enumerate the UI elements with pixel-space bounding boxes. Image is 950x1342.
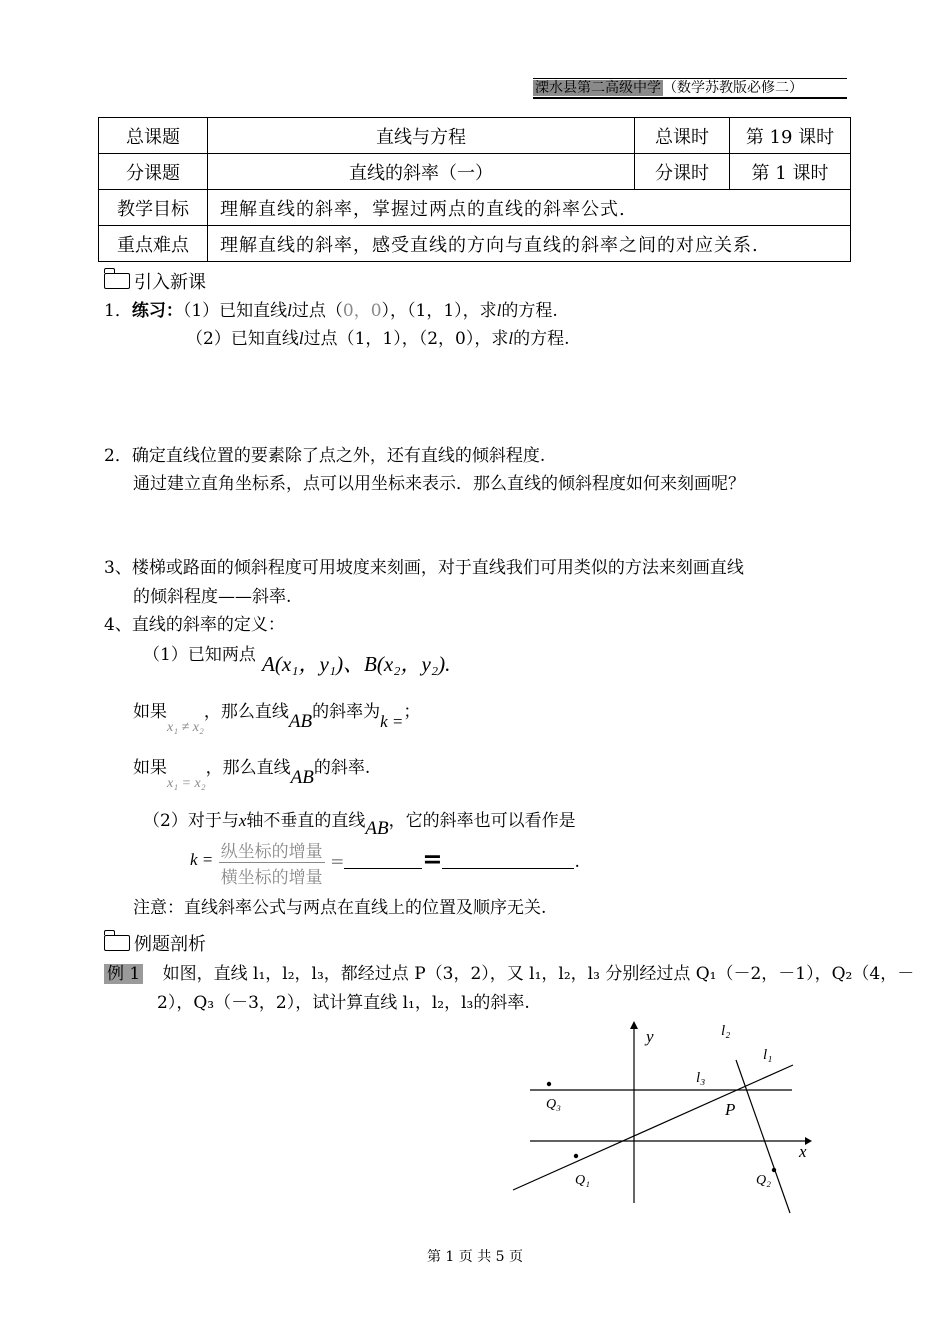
folder-icon xyxy=(104,935,130,951)
q1-p2-ask: ），求 xyxy=(465,329,509,349)
q1-p2-l-var2: l xyxy=(508,329,514,348)
q1-l-var: l xyxy=(287,301,292,320)
q4-then2: ，那么直线 xyxy=(205,758,291,778)
edition-label: （数学苏教版必修二） xyxy=(663,80,803,96)
q1-p1-end: 的方程. xyxy=(501,301,558,321)
q1-line1 xyxy=(104,296,558,321)
y-axis-arrow xyxy=(630,1021,638,1029)
q4-p2-perp: 轴不垂直的直线 xyxy=(246,811,366,831)
q1-p2-sep: ），（ xyxy=(393,329,428,349)
label-l3: l₃ xyxy=(696,1070,706,1086)
cell-sub-topic: 直线的斜率（一） xyxy=(208,154,635,190)
page-footer: 第 1 页 共 5 页 xyxy=(426,1249,524,1265)
q2-line2: 通过建立直角坐标系，点可以用坐标来表示．那么直线的倾斜程度如何来刻画呢？ xyxy=(133,474,745,494)
label-P: P xyxy=(725,1100,736,1119)
q1-p1-sep: ），（ xyxy=(381,301,416,321)
cell-key-points: 理解直线的斜率，感受直线的方向与直线的斜率之间的对应关系. xyxy=(208,226,851,262)
q4-cond-neq: x₁ ≠ x₂ xyxy=(167,720,204,735)
q4-line1: 4、直线的斜率的定义： xyxy=(104,615,285,635)
q1-number: 1． xyxy=(104,301,132,321)
q4-denominator: 横坐标的增量 xyxy=(220,868,323,888)
q1-p1-text: （1）已知直线 xyxy=(182,301,288,321)
q3-line1: 3、楼梯或路面的倾斜程度可用坡度来刻画，对于直线我们可用类似的方法来刻画直线 xyxy=(104,558,744,578)
q1-p2-point2: 2，0 xyxy=(427,329,466,349)
point-Q1 xyxy=(574,1154,578,1158)
q4-eq-sign-2: = xyxy=(422,844,443,873)
page-header xyxy=(533,78,847,99)
q4-points-AB: A(x₁，y₁)、B(x₂，y₂). xyxy=(262,652,451,676)
label-l2: l₂ xyxy=(721,1023,731,1039)
q4-p2-text: （2）对于与 xyxy=(143,811,239,831)
q1-p1-point1: 0，0 xyxy=(342,301,382,321)
cell-total-period: 第 19 课时 xyxy=(730,118,851,154)
section-intro-title: 引入新课 xyxy=(134,272,206,293)
example1-line1 xyxy=(104,959,914,984)
q3-line2: 的倾斜程度——斜率. xyxy=(133,587,292,607)
section-intro xyxy=(104,268,206,294)
cell-label-sub-period: 分课时 xyxy=(635,154,730,190)
q1-p2-point1: 1，1 xyxy=(354,329,394,349)
cell-objective: 理解直线的斜率，掌握过两点的直线的斜率公式. xyxy=(208,190,851,226)
section-examples-title: 例题剖析 xyxy=(134,934,206,955)
label-Q2: Q₂ xyxy=(756,1173,771,1188)
label-x: x xyxy=(799,1142,807,1161)
cell-total-topic: 直线与方程 xyxy=(208,118,635,154)
q1-line2 xyxy=(186,324,569,349)
folder-icon xyxy=(104,273,130,289)
q1-l-var2: l xyxy=(496,301,502,320)
q4-eq-sign: = xyxy=(330,852,345,872)
q4-if2: 如果 xyxy=(133,758,167,778)
q4-slope1: 的斜率为 xyxy=(312,702,381,722)
q4-cond-eq: x₁ = x₂ xyxy=(167,776,206,791)
coordinate-figure xyxy=(505,1015,815,1215)
point-Q2 xyxy=(772,1168,776,1172)
q4-formula-k: k = xyxy=(190,850,214,869)
example1-line2: 2），Q₃（－3，2），试计算直线 l₁，l₂，l₃的斜率. xyxy=(157,993,530,1013)
q4-formula xyxy=(190,837,580,888)
school-name: 溧水县第二高级中学 xyxy=(535,80,661,96)
q1-p2-l-var: l xyxy=(298,329,304,348)
q4-k-eq: k = xyxy=(380,712,404,731)
cell-label-objective: 教学目标 xyxy=(99,190,208,226)
q1-p2-text: （2）已知直线 xyxy=(186,329,299,349)
q1-p2-pass: 过点（ xyxy=(303,329,355,349)
q4-p2-end: ，它的斜率也可以看作是 xyxy=(388,811,576,831)
q1-p1-pass: 过点（ xyxy=(291,301,343,321)
q4-if2-line xyxy=(133,753,371,791)
q4-slope2: 的斜率. xyxy=(313,758,371,778)
section-examples xyxy=(104,930,206,956)
q4-dot: . xyxy=(574,852,580,872)
q4-blank-1 xyxy=(344,852,422,869)
cell-label-total-topic: 总课题 xyxy=(99,118,208,154)
q4-if1: 如果 xyxy=(133,702,167,722)
q4-p2-line xyxy=(143,806,576,839)
q4-semicolon: ； xyxy=(403,702,421,722)
cell-label-key-points: 重点难点 xyxy=(99,226,208,262)
line-l1 xyxy=(513,1065,793,1190)
label-Q3: Q₃ xyxy=(546,1097,561,1112)
q2-line1: 2．确定直线位置的要素除了点之外，还有直线的倾斜程度. xyxy=(104,446,546,466)
q1-p2-end: 的方程. xyxy=(513,329,570,349)
q4-AB-3: AB xyxy=(365,818,389,839)
example1-text1: 如图，直线 l₁，l₂，l₃，都经过点 P（3，2），又 l₁，l₂，l₃ 分别经过点 Q₁（－2，－1），Q₂（4，－ xyxy=(162,964,915,984)
q4-blank-2 xyxy=(442,852,574,869)
q4-x-axis-var: x xyxy=(238,811,247,830)
line-l2 xyxy=(736,1060,790,1213)
q4-fraction xyxy=(219,837,325,888)
q4-p1-text: （1）已知两点 xyxy=(143,645,256,665)
q1-p1-ask: ），求 xyxy=(454,301,497,321)
q4-numerator: 纵坐标的增量 xyxy=(219,837,325,863)
label-y: y xyxy=(646,1027,654,1046)
cell-label-total-period: 总课时 xyxy=(635,118,730,154)
cell-label-sub-topic: 分课题 xyxy=(99,154,208,190)
q4-AB-1: AB xyxy=(288,711,313,732)
label-l1: l₁ xyxy=(763,1047,773,1063)
example1-label: 例 1 xyxy=(104,964,143,984)
q4-AB-2: AB xyxy=(290,767,314,788)
cell-sub-period: 第 1 课时 xyxy=(730,154,851,190)
label-Q1: Q₁ xyxy=(575,1173,590,1188)
q4-note: 注意：直线斜率公式与两点在直线上的位置及顺序无关. xyxy=(133,898,547,918)
lesson-info-table xyxy=(98,117,851,262)
point-Q3 xyxy=(547,1082,551,1086)
q4-then1: ，那么直线 xyxy=(203,702,289,722)
q1-p1-point2: 1，1 xyxy=(415,301,455,321)
q1-bold-label: 练习： xyxy=(131,301,183,321)
